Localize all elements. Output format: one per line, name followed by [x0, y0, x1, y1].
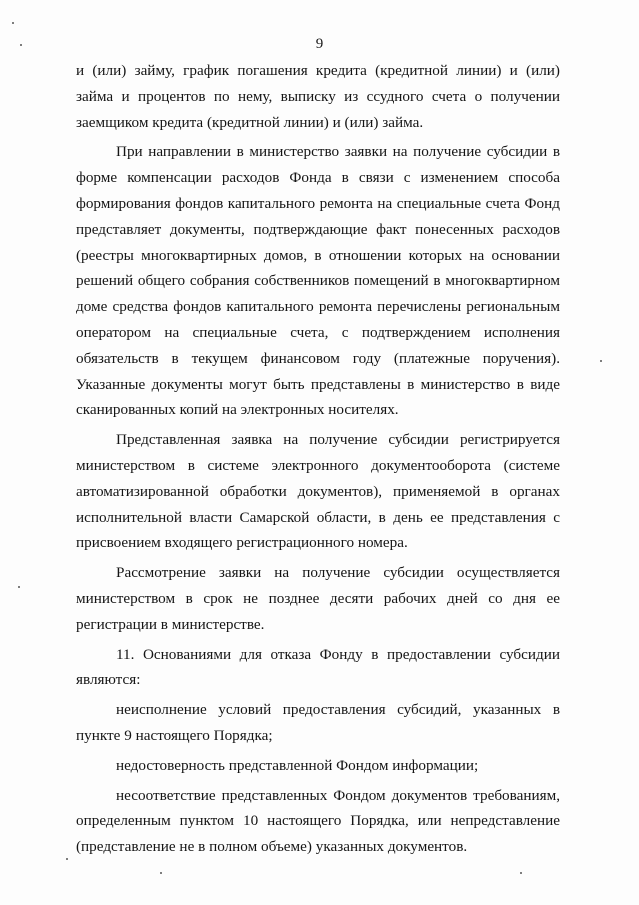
paragraph-loan-documents: и (или) займу, график погашения кредита (кредитной линии) и (или) займа и процентов по нему, выписку из ссудного счета о получении заемщиком кредита (кредитной линии) и (или) займа. [76, 62, 560, 131]
scan-speck [520, 872, 522, 874]
scan-speck [20, 44, 22, 46]
paragraph-refusal-grounds: 11. Основаниями для отказа Фонду в предоставлении субсидии являются: [76, 645, 560, 689]
scan-speck [12, 22, 14, 24]
list-item-noncompliance: несоответствие представленных Фондом документов требованиям, определенным пунктом 10 настоящего Порядка, или непредставление (представление не в полном объеме) указанных документов. [76, 786, 560, 856]
scan-speck [66, 858, 68, 860]
list-item-unreliable-info: недостоверность представленной Фондом информации; [116, 756, 479, 774]
scan-speck [18, 586, 20, 588]
scan-speck [160, 872, 162, 874]
paragraph-registration: Представленная заявка на получение субсидии регистрируется министерством в системе электронного документооборота (системе автоматизированной обработки документов), применяемой в органах исполнительной власти Самарской области, в день ее представления с присвоением входящего регистрационного номера. [76, 431, 560, 552]
document-body [76, 58, 560, 860]
scan-speck [600, 360, 602, 362]
paragraph-review-period: Рассмотрение заявки на получение субсидии осуществляется министерством в срок не позднее десяти рабочих дней со дня ее регистрации в министерстве. [76, 564, 560, 633]
paragraph-compensation-documents: При направлении в министерство заявки на получение субсидии в форме компенсации расходов Фонда в связи с изменением способа формирования фондов капитального ремонта на специальные счета Фонд представляет документы, подтверждающие факт понесенных расходов (реестры многоквартирных домов, в отношении которых на основании решений общего собрания собственников помещений в многоквартирном доме средства фондов капитального ремонта перечислены региональным оператором на специальные счета, с подтверждением исполнения обязательств в текущем финансовом году (платежные поручения). Указанные документы могут быть представлены в министерство в виде сканированных копий на электронных носителях. [76, 143, 560, 419]
list-item-nonfulfillment: неисполнение условий предоставления субсидий, указанных в пункте 9 настоящего Порядка; [76, 701, 560, 744]
page-number: 9 [315, 36, 324, 52]
